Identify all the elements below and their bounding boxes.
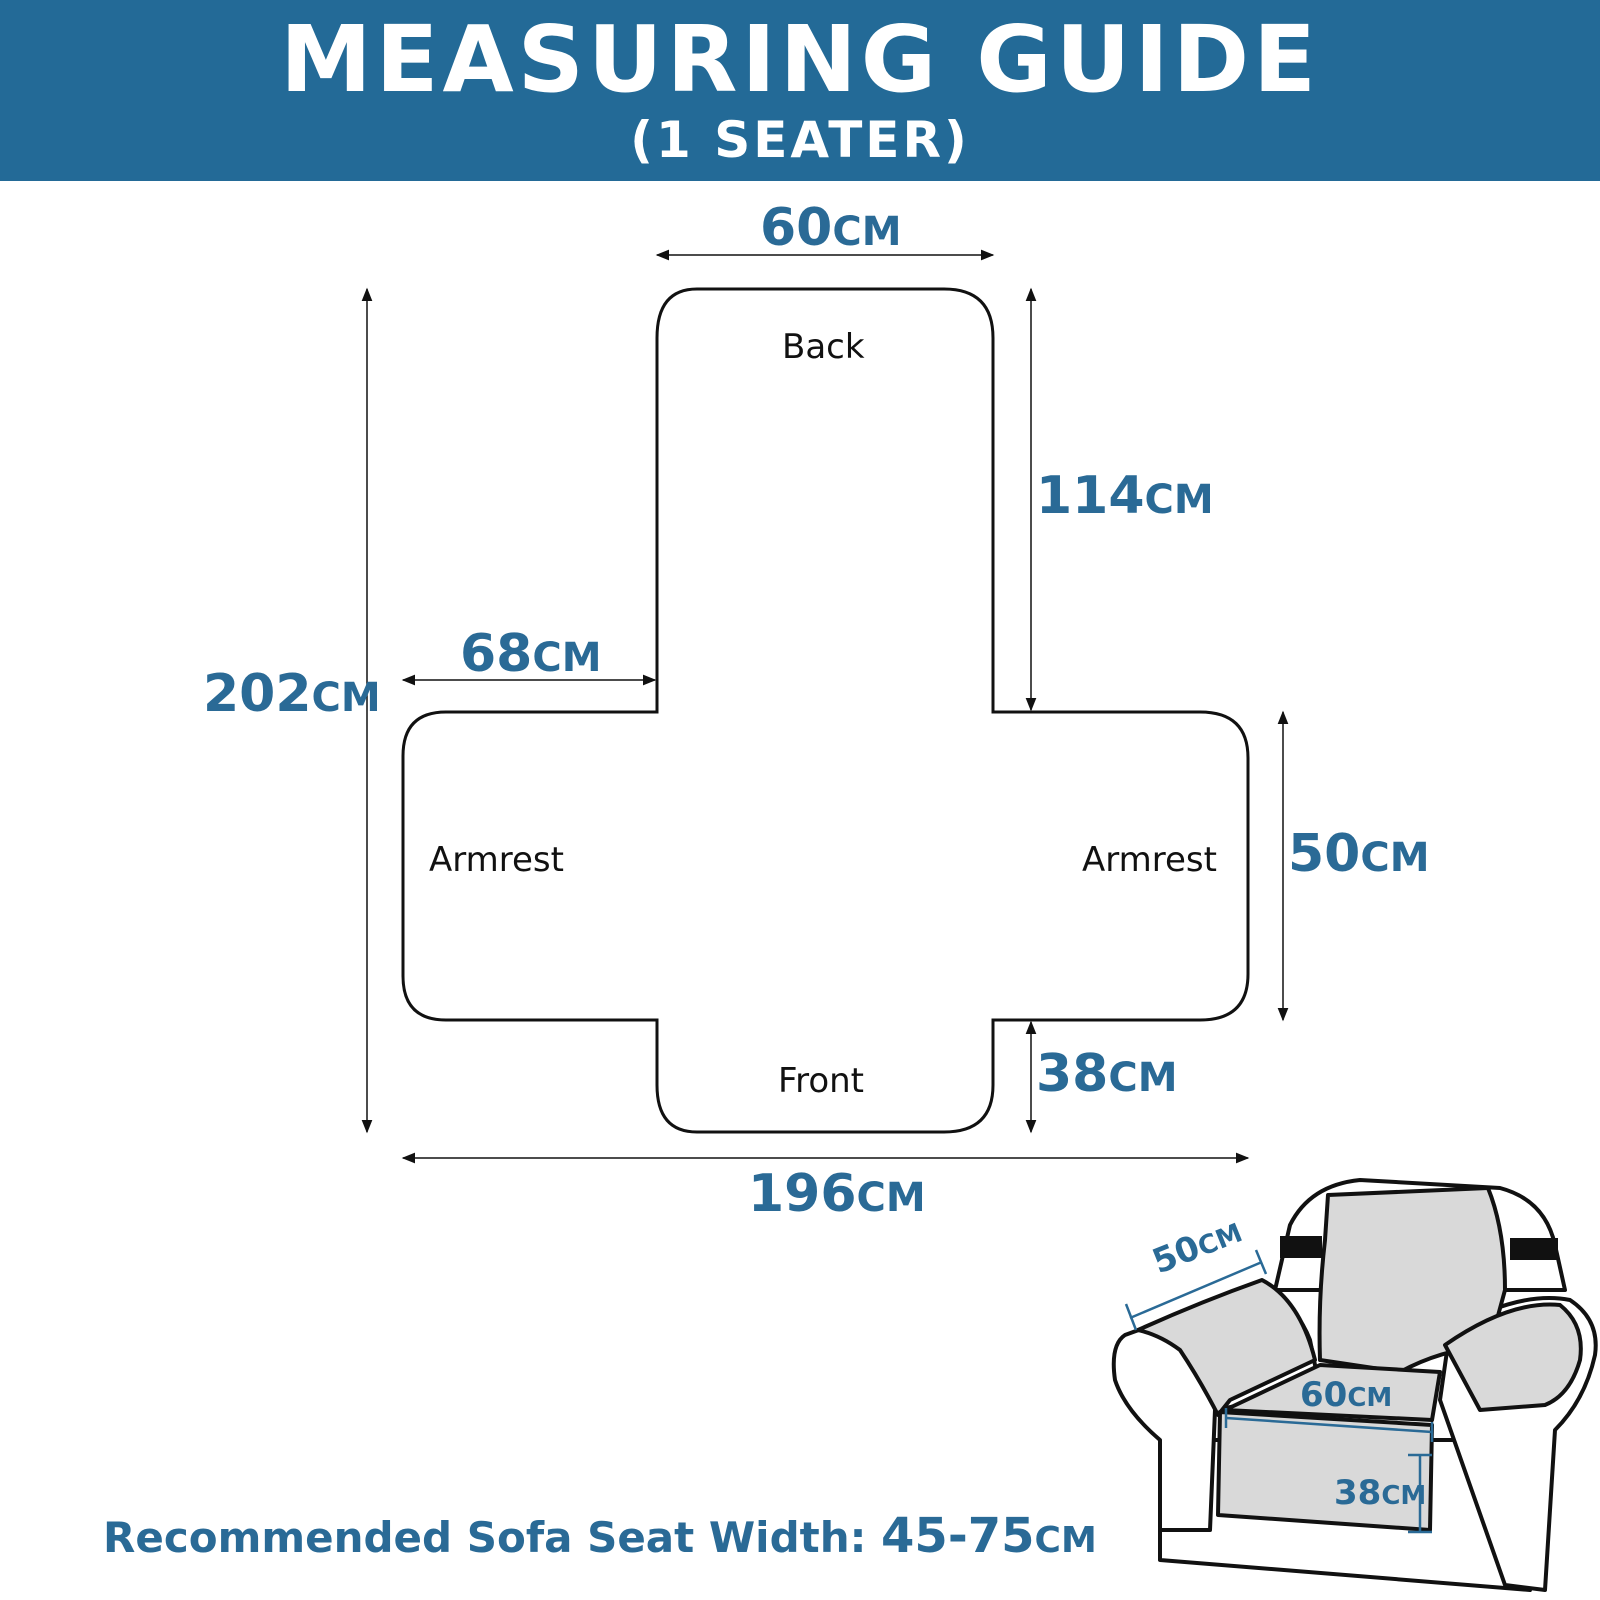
label-back: Back bbox=[782, 327, 865, 367]
chair-strap-left bbox=[1280, 1236, 1322, 1258]
dim-total-width: 196CM bbox=[748, 1164, 926, 1224]
page-title: MEASURING GUIDE bbox=[280, 6, 1320, 113]
label-armrest-right: Armrest bbox=[1082, 840, 1217, 880]
recommended-seat-width: Recommended Sofa Seat Width: 45-75CM bbox=[103, 1508, 1097, 1564]
cover-outline bbox=[403, 289, 1248, 1132]
dim-back-height: 114CM bbox=[1036, 466, 1214, 526]
chair-strap-right bbox=[1510, 1238, 1558, 1260]
label-front: Front bbox=[778, 1061, 864, 1101]
chair-dim-front-drop: 38CM bbox=[1334, 1473, 1427, 1513]
label-armrest-left: Armrest bbox=[429, 840, 564, 880]
dim-front-height: 38CM bbox=[1036, 1044, 1178, 1104]
page-subtitle: (1 SEATER) bbox=[630, 111, 970, 169]
chair-dim-seat-width: 60CM bbox=[1300, 1375, 1393, 1415]
chair-dim-arm-depth: 50CM bbox=[1146, 1218, 1247, 1283]
dim-armrest-height: 50CM bbox=[1288, 824, 1430, 884]
dim-armrest-width: 68CM bbox=[460, 624, 602, 684]
dim-back-width: 60CM bbox=[760, 198, 902, 258]
dim-total-height: 202CM bbox=[203, 664, 381, 724]
